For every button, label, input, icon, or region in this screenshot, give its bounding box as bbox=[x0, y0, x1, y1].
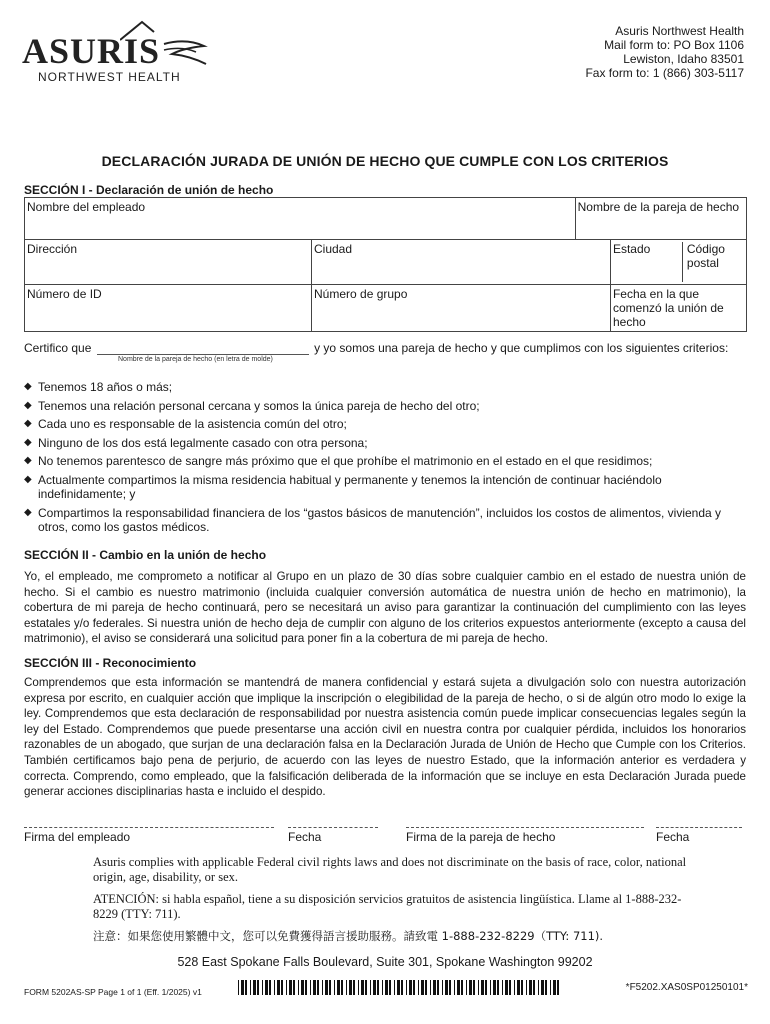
contact-block bbox=[484, 24, 744, 80]
employee-date-label: Fecha bbox=[288, 830, 322, 844]
employee-date-field[interactable] bbox=[288, 827, 378, 844]
logo-subtitle: NORTHWEST HEALTH bbox=[38, 70, 181, 84]
section-1-heading: SECCIÓN I - Declaración de unión de hecho bbox=[24, 183, 274, 197]
page-title: DECLARACIÓN JURADA DE UNIÓN DE HECHO QUE CUMPLE CON LOS CRITERIOS bbox=[101, 153, 669, 169]
address-label: Dirección bbox=[27, 242, 78, 256]
section-2-heading: SECCIÓN II - Cambio en la unión de hecho bbox=[24, 548, 267, 562]
list-item bbox=[22, 399, 752, 414]
diamond-bullet-icon: ◆ bbox=[24, 473, 32, 485]
certify-prefix: Certifico que bbox=[24, 341, 92, 355]
list-item bbox=[22, 454, 752, 469]
state-label: Estado bbox=[612, 242, 651, 256]
criteria-text: Cada uno es responsable de la asistencia común del otro; bbox=[38, 417, 347, 431]
zip-label: Código postal bbox=[686, 242, 725, 270]
partner-date-field[interactable] bbox=[656, 827, 742, 844]
address-field[interactable] bbox=[25, 240, 312, 285]
id-number-label: Número de ID bbox=[27, 287, 102, 301]
certify-line bbox=[24, 341, 728, 355]
list-item bbox=[22, 417, 752, 432]
employee-name-field[interactable] bbox=[25, 198, 576, 240]
city-field[interactable] bbox=[312, 240, 611, 285]
diamond-bullet-icon: ◆ bbox=[24, 381, 32, 392]
chinese-language-notice: 注意：如果您使用繁體中文，您可以免費獲得語言援助服務。請致電 1-888-232-8229（TTY: 711). bbox=[93, 929, 604, 943]
partner-name-blank[interactable] bbox=[97, 342, 309, 355]
partner-name-field[interactable] bbox=[575, 198, 746, 240]
section-3-heading: SECCIÓN III - Reconocimiento bbox=[24, 656, 197, 670]
partner-signature-field[interactable] bbox=[406, 827, 644, 844]
list-item bbox=[22, 506, 752, 535]
id-number-field[interactable] bbox=[25, 285, 312, 332]
diamond-bullet-icon: ◆ bbox=[24, 418, 32, 429]
partner-name-label: Nombre de la pareja de hecho bbox=[577, 200, 740, 214]
certify-hint: Nombre de la pareja de hecho (en letra de molde) bbox=[118, 356, 273, 363]
state-field[interactable] bbox=[613, 242, 683, 282]
partner-signature-label: Firma de la pareja de hecho bbox=[406, 830, 556, 844]
diamond-bullet-icon: ◆ bbox=[24, 436, 32, 448]
list-item bbox=[22, 473, 752, 502]
section-3-text: Comprendemos que esta información se mantendrá de manera confidencial y estará sujeta a divulgación solo con nuestra autorización expresa por escrito, en cualquier acción que implique la inscripción o elegibilidad de la pareja de hecho, o si de algún otro modo lo exige la ley. Comprendemos que esta declaración de responsabilidad por nuestra asistencia común puede implicar consecuencias legales según la ley del Estado. Comprendemos que puede presentarse una acción civil en nuestra contra por cualquier pérdida, incluidos los honorarios razonables de un abogado, que surjan de una declaración falsa en la Declaración Jurada de Unión de Hecho que Cumple con los Criterios. También certificamos bajo pena de perjurio, de acuerdo con las leyes de nuestro Estado, que la información anterior es verdadera y correcta. Comprendo, como empleado, que la falsificación deliberada de la información que se incluye en esta Declaración Jurada puede generar acciones disciplinarias hasta e incluido el despido. bbox=[24, 676, 746, 799]
list-item bbox=[22, 380, 752, 395]
diamond-bullet-icon: ◆ bbox=[24, 506, 32, 518]
barcode-text: *F5202.XAS0SP01250101* bbox=[625, 982, 748, 993]
civil-rights-notice: Asuris complies with applicable Federal civil rights laws and does not discriminate on the basis of race, color, national origin, age, disability, or sex. bbox=[93, 855, 687, 884]
form-id: FORM 5202AS-SP Page 1 of 1 (Eff. 1/2025) v1 bbox=[24, 987, 202, 997]
city-label: Ciudad bbox=[314, 242, 353, 256]
contact-fax: Fax form to: 1 (866) 303-5117 bbox=[585, 66, 744, 80]
employee-signature-field[interactable] bbox=[24, 827, 274, 844]
logo-wordmark: ASURIS bbox=[22, 31, 161, 71]
criteria-text: No tenemos parentesco de sangre más próximo que el que prohíbe el matrimonio en el estado en el que residimos; bbox=[38, 454, 653, 468]
criteria-text: Actualmente compartimos la misma residencia habitual y permanente y tenemos la intención de continuar haciéndolo indefinidamente; y bbox=[38, 472, 662, 501]
contact-company: Asuris Northwest Health bbox=[615, 24, 744, 38]
certify-suffix: y yo somos una pareja de hecho y que cumplimos con los siguientes criterios: bbox=[314, 341, 729, 355]
barcode-icon bbox=[238, 980, 560, 995]
start-date-label: Fecha en la que comenzó la unión de hecho bbox=[612, 287, 724, 329]
criteria-text: Compartimos la responsabilidad financiera de los “gastos básicos de manutención”, incluidos los costos de alimentos, vivienda y otros, como los gastos médicos. bbox=[38, 505, 722, 534]
employee-name-label: Nombre del empleado bbox=[27, 200, 146, 214]
criteria-text: Ninguno de los dos está legalmente casado con otra persona; bbox=[38, 435, 368, 450]
start-date-field[interactable] bbox=[610, 285, 746, 332]
asuris-logo bbox=[22, 18, 222, 84]
state-zip-field bbox=[610, 240, 746, 285]
contact-city: Lewiston, Idaho 83501 bbox=[623, 52, 744, 66]
list-item bbox=[22, 436, 752, 451]
zip-field[interactable] bbox=[683, 242, 744, 282]
section-2-text: Yo, el empleado, me comprometo a notificar al Grupo en un plazo de 30 días sobre cualquier cambio en el estado de nuestra unión de hecho. Si el cambio es nuestro matrimonio (incluida cualquier conversión automática de nuestra unión de hecho en matrimonio), la cobertura de mi pareja de hecho continuará, pero se necesitará un aviso para garantizar la continuación del cumplimiento con las leyes estatales y/o federales. Si nuestra unión de hecho deja de cumplir con alguno de los criterios expuestos anteriormente (excepto a causa del matrimonio), el aviso se considerará una solicitud para poner fin a la cobertura de mi pareja de hecho. bbox=[24, 570, 746, 646]
criteria-list bbox=[22, 380, 752, 539]
group-number-label: Número de grupo bbox=[314, 287, 408, 301]
employee-signature-label: Firma del empleado bbox=[24, 830, 131, 844]
diamond-bullet-icon: ◆ bbox=[24, 455, 32, 466]
group-number-field[interactable] bbox=[312, 285, 611, 332]
criteria-text: Tenemos una relación personal cercana y somos la única pareja de hecho del otro; bbox=[38, 398, 480, 413]
company-address: 528 East Spokane Falls Boulevard, Suite 301, Spokane Washington 99202 bbox=[177, 955, 593, 969]
contact-mail: Mail form to: PO Box 1106 bbox=[604, 38, 744, 52]
criteria-text: Tenemos 18 años o más; bbox=[38, 380, 173, 394]
partner-date-label: Fecha bbox=[656, 830, 690, 844]
spanish-language-notice: ATENCIÓN: si habla español, tiene a su disposición servicios gratuitos de asistencia lingüística. Llame al 1-888-232-8229 (TTY: 711). bbox=[93, 892, 682, 921]
diamond-bullet-icon: ◆ bbox=[24, 399, 32, 411]
partner-info-form bbox=[24, 197, 747, 332]
